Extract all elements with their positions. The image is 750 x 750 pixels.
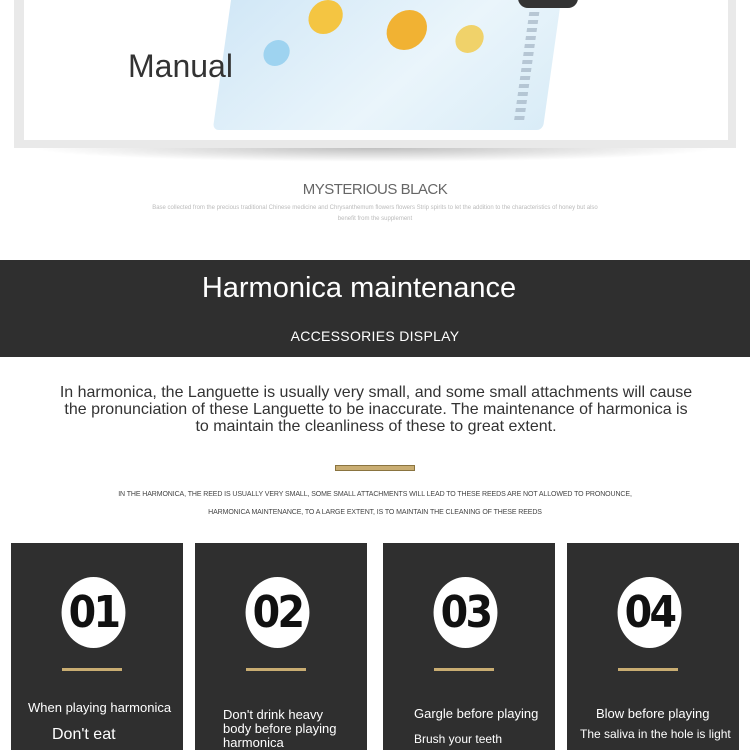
- intro-small-line-2: HARMONICA MAINTENANCE, TO A LARGE EXTENT, IS TO MAINTAIN THE CLEANING OF THESE REEDS: [208, 509, 542, 516]
- intro-paragraph: In harmonica, the Languette is usually very small, and some small attachments will cause the pronunciation of these Languette to be inaccurate. The maintenance of harmonica is to maintain the cleanliness of these to great extent.: [59, 384, 693, 435]
- step-number: 02: [246, 577, 310, 648]
- section-tagline-title: MYSTERIOUS BLACK: [302, 181, 448, 198]
- intro-small-line-1: IN THE HARMONICA, THE REED IS USUALLY VERY SMALL, SOME SMALL ATTACHMENTS WILL LEAD TO THESE REEDS ARE NOT ALLOWED TO PRONOUNCE,: [118, 491, 632, 498]
- banner-title: Harmonica maintenance: [201, 272, 517, 304]
- section-tagline-subtitle: Base collected from the precious traditional Chinese medicine and Chrysanthemum flowers flowers Strip spirits to let the addition to the characteristics of honey but also benefit from the supplement: [152, 205, 598, 222]
- step-number: 03: [434, 577, 498, 648]
- step-text-line-1: Don't drink heavy body before playing harmonica: [223, 707, 337, 750]
- step-text-line-2: The saliva in the hole is light: [580, 727, 731, 741]
- step-card-3: [383, 543, 555, 750]
- gold-divider: [246, 668, 306, 671]
- product-image-card: [14, 0, 736, 148]
- step-text-line-2: Don't eat: [52, 726, 116, 743]
- harmonica-edge: [518, 0, 578, 8]
- sticker-decoration: [454, 25, 486, 53]
- step-text-line-1: When playing harmonica: [28, 700, 172, 715]
- maintenance-banner: [0, 260, 750, 357]
- product-photo: [24, 0, 728, 140]
- step-number: 01: [62, 577, 126, 648]
- step-card-1: [11, 543, 183, 750]
- manual-caption: Manual: [128, 48, 233, 84]
- step-text-line-2: Brush your teeth: [414, 732, 503, 746]
- card-shadow: [30, 148, 720, 162]
- gold-divider: [335, 465, 415, 471]
- banner-subtitle: ACCESSORIES DISPLAY: [290, 328, 460, 344]
- spiral-binding: [514, 0, 544, 120]
- sticker-decoration: [384, 10, 430, 50]
- gold-divider: [618, 668, 678, 671]
- step-card-4: [567, 543, 739, 750]
- sticker-decoration: [262, 40, 292, 66]
- step-text-line-1: Gargle before playing: [414, 706, 539, 721]
- gold-divider: [62, 668, 122, 671]
- gold-divider: [434, 668, 494, 671]
- step-card-2: [195, 543, 367, 750]
- sticker-decoration: [306, 0, 345, 34]
- step-text-line-1: Blow before playing: [596, 706, 710, 721]
- step-number: 04: [618, 577, 682, 648]
- notebook-illustration: [213, 0, 565, 130]
